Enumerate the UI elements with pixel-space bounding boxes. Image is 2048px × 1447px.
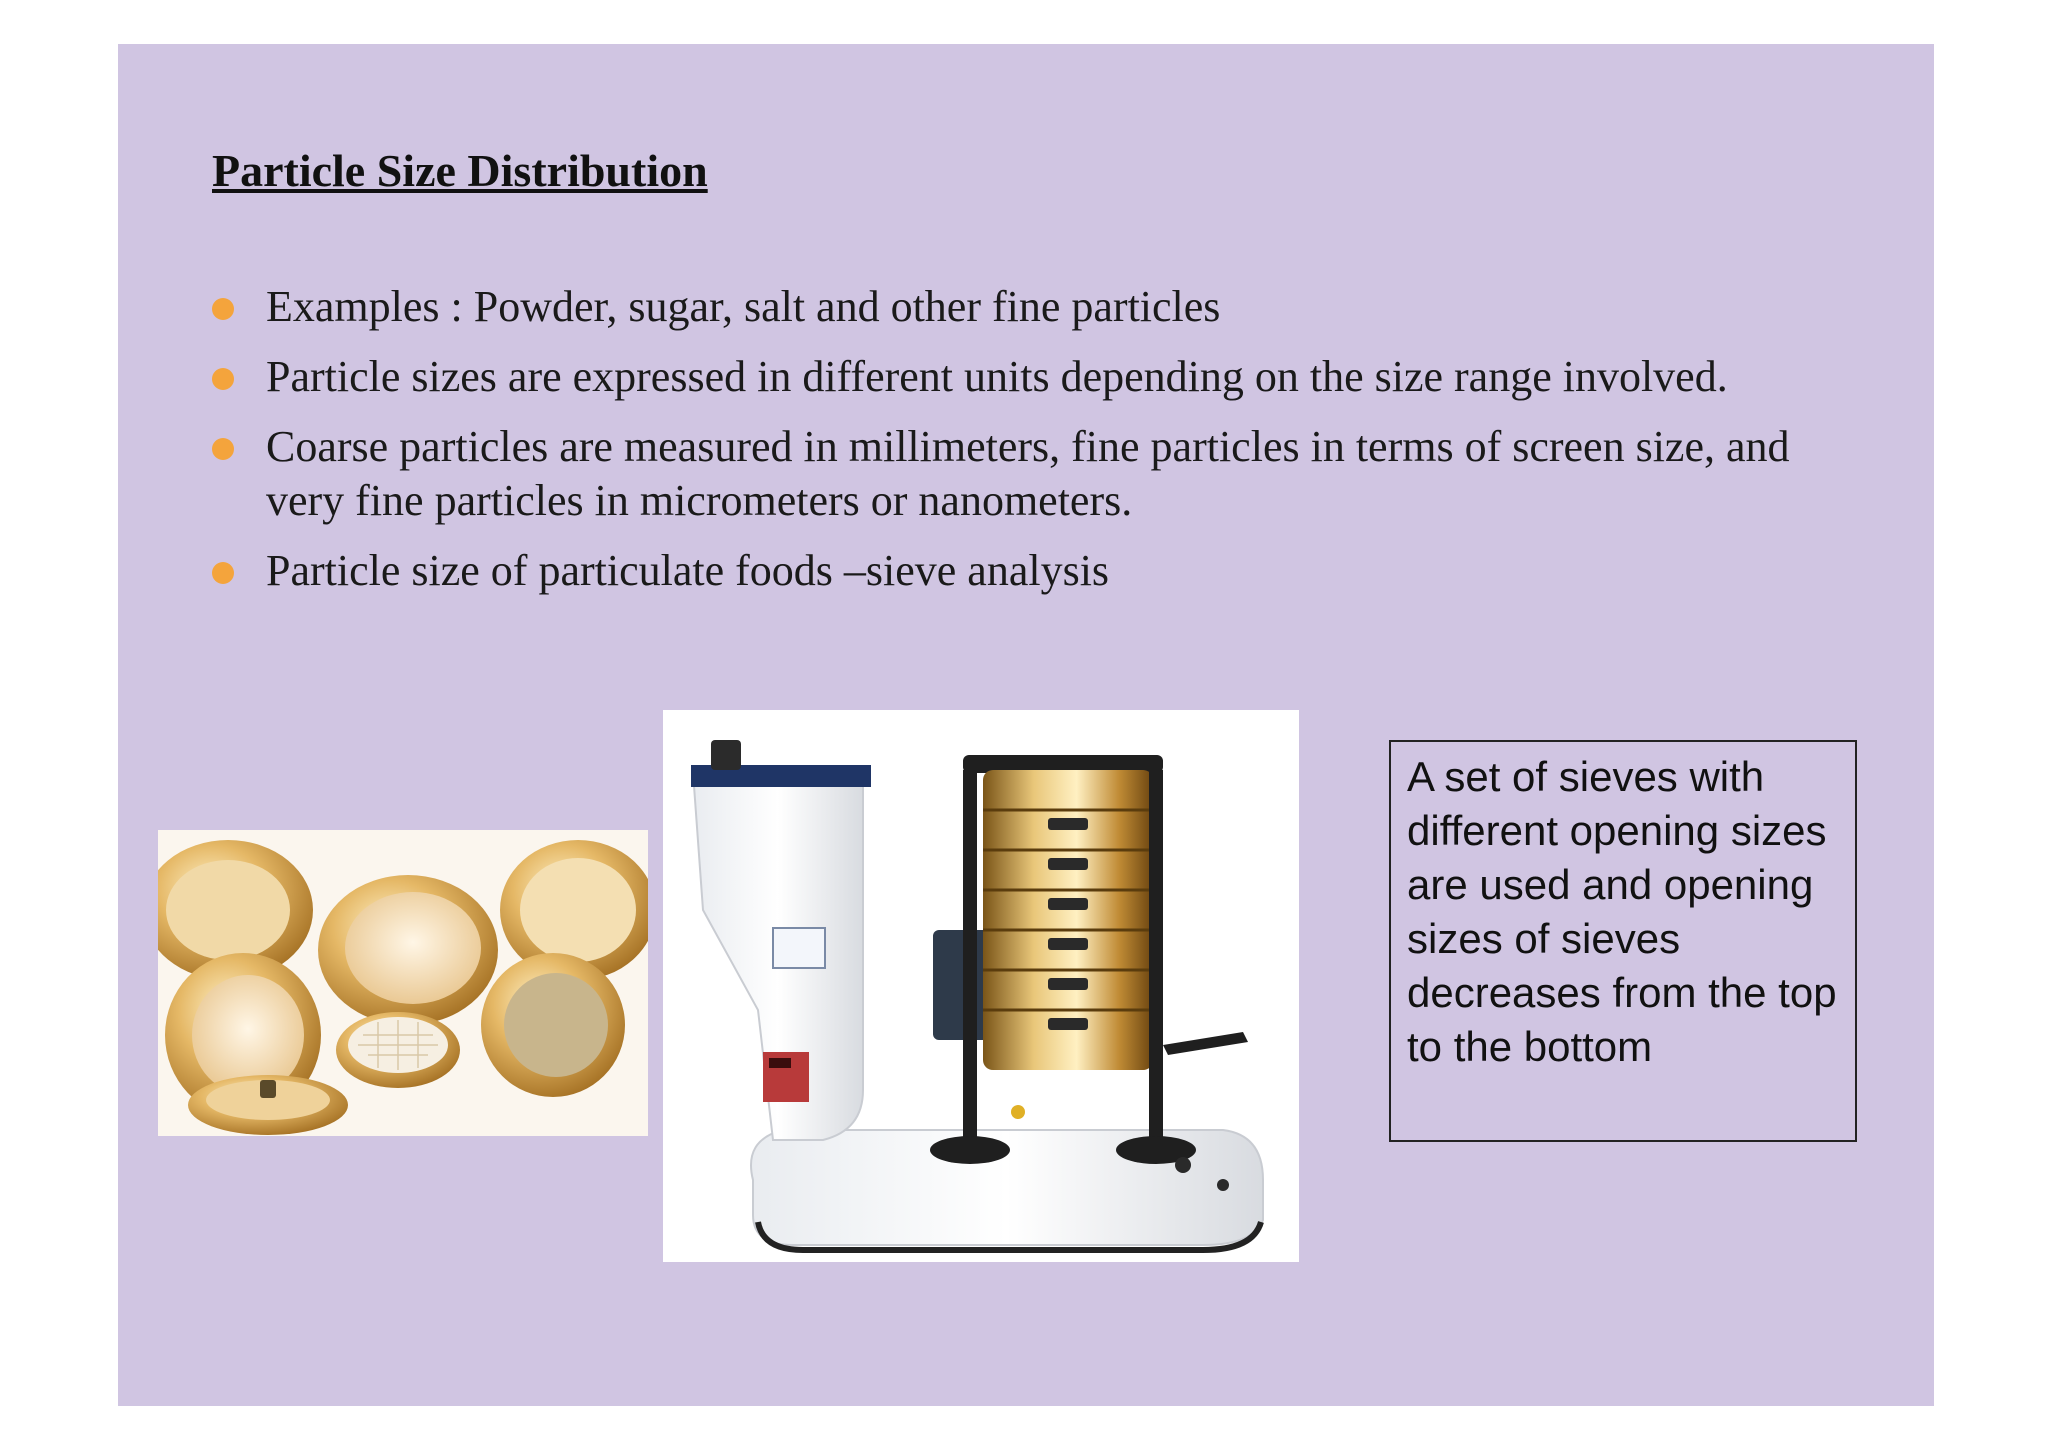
slide — [118, 44, 1934, 1406]
bullet-item — [212, 350, 1852, 404]
bullet-text: Coarse particles are measured in millimeters, fine particles in terms of screen size, and very fine particles in micrometers or nanometers. — [266, 422, 1790, 525]
sieve-shaker-photo — [663, 710, 1299, 1262]
bullet-dot-icon — [212, 368, 234, 390]
bullet-dot-icon — [212, 438, 234, 460]
bullet-dot-icon — [212, 562, 234, 584]
bullet-list — [212, 280, 1852, 614]
bullet-item — [212, 280, 1852, 334]
bullet-item — [212, 544, 1852, 598]
bullet-item — [212, 420, 1852, 528]
sieves-photo — [158, 830, 648, 1136]
slide-title: Particle Size Distribution — [212, 145, 708, 196]
caption-box: A set of sieves with different opening sizes are used and opening sizes of sieves decreases from the top to the bottom — [1389, 740, 1857, 1142]
bullet-dot-icon — [212, 298, 234, 320]
bullet-text: Examples : Powder, sugar, salt and other fine particles — [266, 282, 1221, 331]
bullet-text: Particle sizes are expressed in different units depending on the size range involved. — [266, 352, 1728, 401]
bullet-text: Particle size of particulate foods –sieve analysis — [266, 546, 1110, 595]
